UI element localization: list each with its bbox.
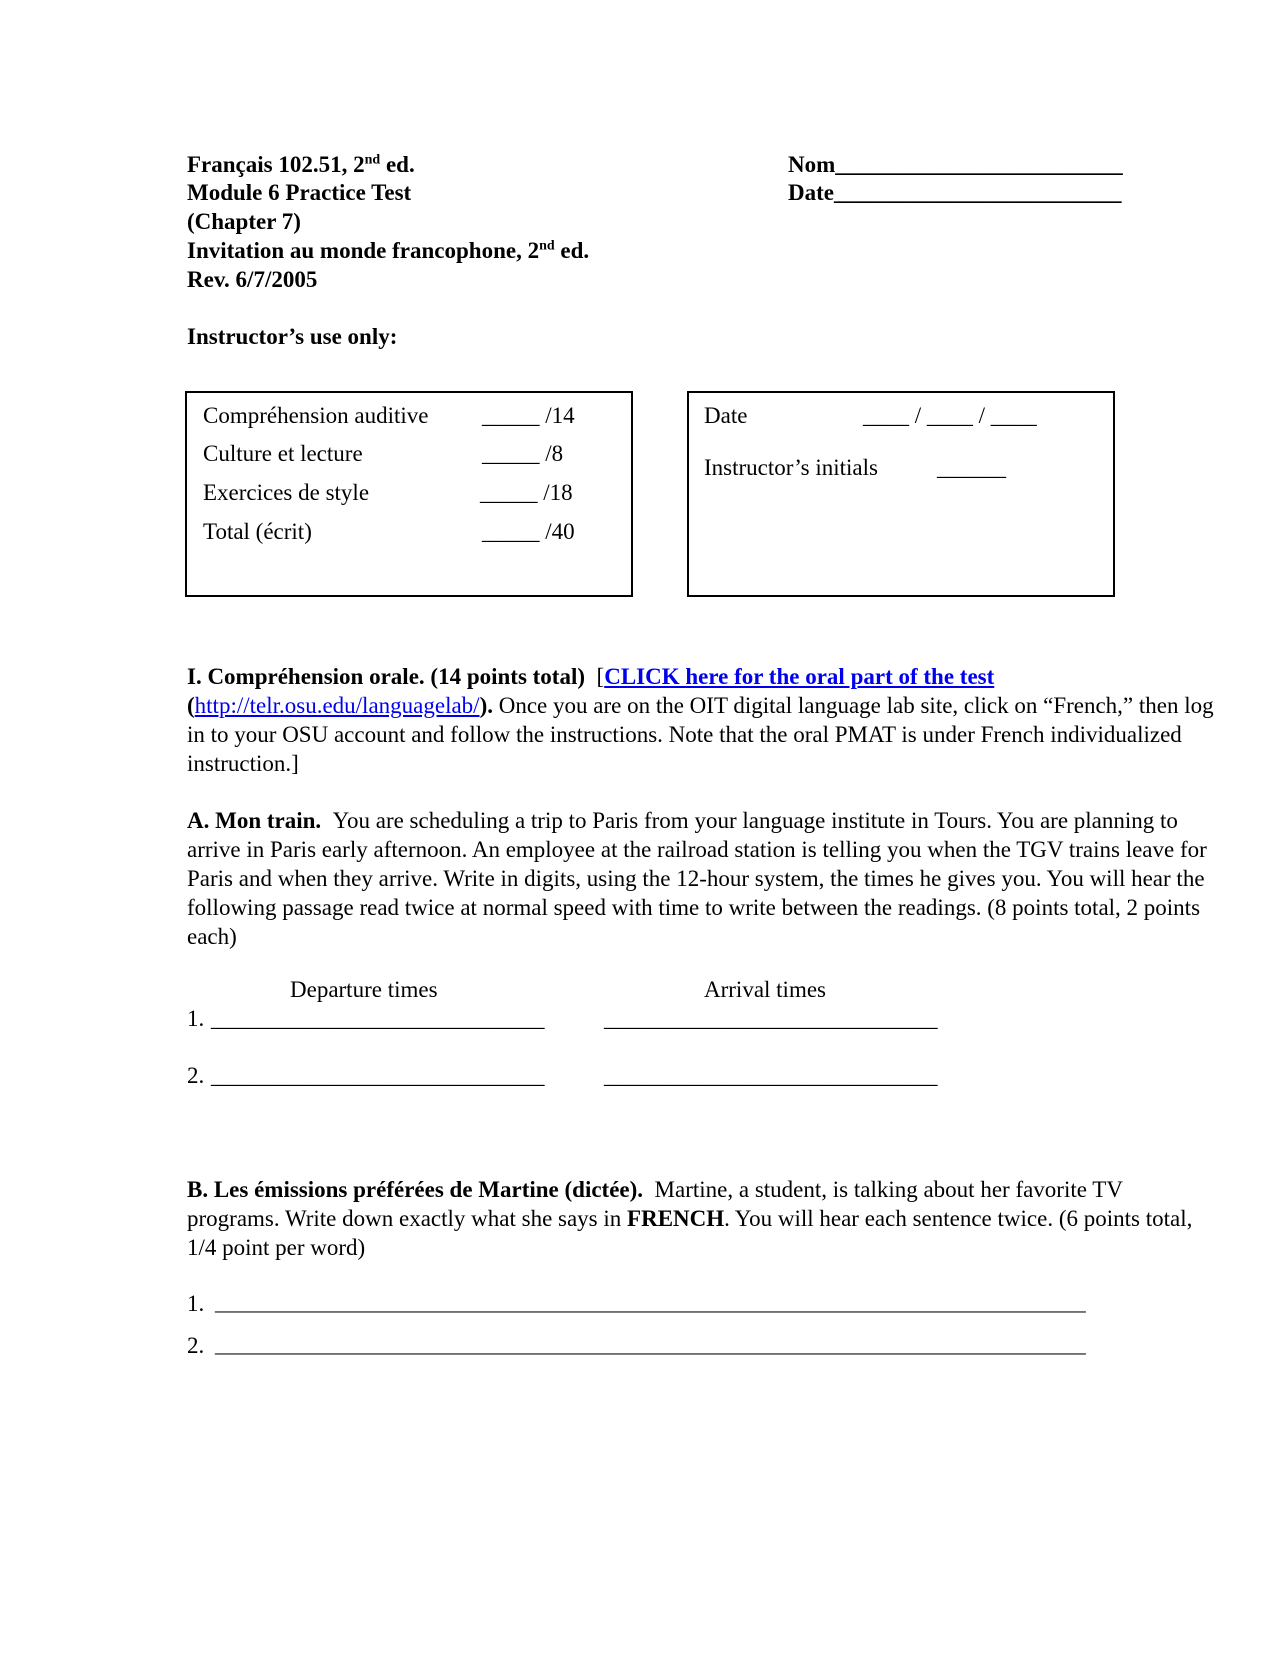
score-row-label: Compréhension auditive — [203, 403, 429, 428]
course-title — [187, 150, 415, 179]
chapter-label: (Chapter 7) — [187, 209, 301, 234]
score-row-label: Exercices de style — [203, 480, 370, 505]
part-b-body-1: Martine, a student, is talking about her favorite TV programs. Write down exactly what she says in — [187, 1177, 1123, 1231]
date-field[interactable] — [788, 178, 1121, 207]
nom-field[interactable] — [788, 150, 1123, 179]
score-row-max: /40 — [545, 519, 575, 544]
part-b-instructions — [187, 1175, 1217, 1262]
score-row-blank[interactable]: _____ — [480, 480, 538, 505]
departure-header: Departure times — [290, 977, 438, 1002]
score-row — [203, 478, 369, 507]
part-b-french: FRENCH — [627, 1206, 725, 1231]
course-title-tail: ed. — [380, 152, 415, 177]
revision-date: Rev. 6/7/2005 — [187, 267, 318, 292]
textbook-title — [187, 236, 589, 265]
score-row-label: Total (écrit) — [203, 519, 312, 544]
departure-blank[interactable]: _____________________________ — [211, 1063, 545, 1088]
info-initials-label: Instructor’s initials — [704, 455, 878, 480]
bracket-open: [ — [596, 664, 605, 689]
score-row-blank[interactable]: _____ — [482, 519, 540, 544]
arrival-header: Arrival times — [704, 977, 826, 1002]
date-blank[interactable]: _________________________ — [833, 180, 1122, 205]
textbook-title-main: Invitation au monde francophone, 2 — [187, 238, 540, 263]
instructor-heading: Instructor’s use only: — [187, 324, 398, 349]
course-title-main: Français 102.51, 2 — [187, 152, 365, 177]
nom-blank[interactable]: _________________________ — [835, 152, 1123, 177]
score-row-value[interactable] — [482, 401, 575, 430]
info-box — [687, 391, 1115, 597]
score-row-label: Culture et lecture — [203, 441, 363, 466]
date-label: Date — [788, 180, 834, 205]
score-row — [203, 517, 312, 546]
score-row-max: /14 — [545, 403, 575, 428]
section-oral-comprehension — [187, 662, 1217, 778]
textbook-title-tail: ed. — [554, 238, 590, 263]
section-oral-title: I. Compréhension orale. (14 points total) — [187, 664, 586, 689]
paren-close: ). — [479, 693, 493, 718]
dictation-blank[interactable]: _________________________________________________________________________________ — [215, 1291, 1086, 1315]
score-row-max: /18 — [543, 480, 573, 505]
score-row-blank[interactable]: _____ — [482, 403, 540, 428]
module-title: Module 6 Practice Test — [187, 180, 412, 205]
part-a-instructions — [187, 806, 1217, 951]
answer-line-num: 1. — [187, 1006, 205, 1031]
answer-line-num: 2. — [187, 1063, 205, 1088]
section-oral-body: Once you are on the OIT digital language lab site, click on “French,” then log in to your OSU account and follow the instructions. Note that the oral PMAT is under French individualized instruction.] — [187, 693, 1214, 776]
textbook-title-sup: nd — [539, 238, 555, 254]
part-b-body-2: . You will hear each sentence twice. (6 points total, 1/4 point per word) — [187, 1206, 1193, 1260]
score-row — [203, 439, 363, 468]
oral-test-link[interactable]: CLICK here for the oral part of the test — [604, 664, 995, 689]
departure-blank[interactable]: _____________________________ — [211, 1006, 545, 1031]
paren-open: ( — [187, 693, 195, 718]
info-initials-blank[interactable]: ______ — [937, 455, 1006, 480]
nom-label: Nom — [788, 152, 836, 177]
score-row-max: /8 — [545, 441, 564, 466]
dictation-blank[interactable]: _________________________________________________________________________________ — [215, 1333, 1086, 1357]
score-row-blank[interactable]: _____ — [482, 441, 540, 466]
language-lab-url[interactable]: http://telr.osu.edu/languagelab/ — [194, 693, 480, 718]
part-b-title: B. Les émissions préférées de Martine (dictée). — [187, 1177, 644, 1202]
arrival-blank[interactable]: _____________________________ — [604, 1006, 938, 1031]
part-a-title: A. Mon train. — [187, 808, 322, 833]
dictation-line-num: 1. — [187, 1291, 205, 1316]
course-title-sup: nd — [364, 152, 381, 168]
arrival-blank[interactable]: _____________________________ — [604, 1063, 938, 1088]
score-row-value[interactable] — [480, 478, 573, 507]
info-date-blank[interactable]: ____ / ____ / ____ — [863, 403, 1037, 428]
score-row — [203, 401, 429, 430]
score-row-value[interactable] — [482, 517, 575, 546]
score-box — [185, 391, 633, 597]
info-date-label: Date — [704, 403, 748, 428]
score-row-value[interactable] — [482, 439, 563, 468]
part-a-body: You are scheduling a trip to Paris from your language institute in Tours. You are planning to arrive in Paris early afternoon. An employee at the railroad station is telling you when the TGV trains leave for Paris and when they arrive. Write in digits, using the 12-hour system, the times he gives you. You will hear the following passage read twice at normal speed with time to write between the readings. (8 points total, 2 points each) — [187, 808, 1207, 949]
dictation-line-num: 2. — [187, 1333, 205, 1358]
